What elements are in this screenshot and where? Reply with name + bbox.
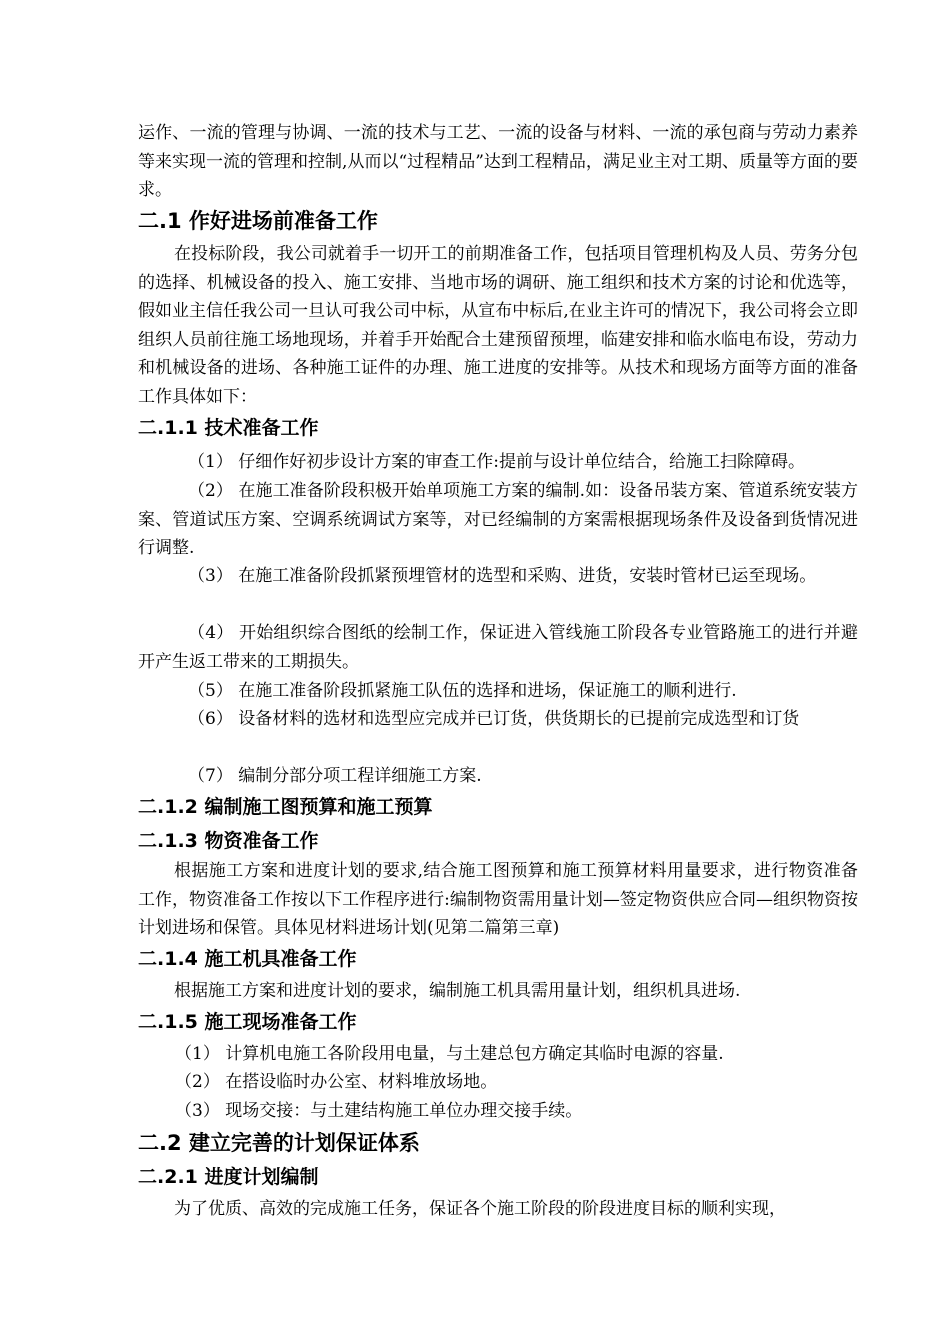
site-item-2: （2） 在搭设临时办公室、材料堆放场地。 <box>175 1072 498 1092</box>
heading-2-1-5: 二.1.5 施工现场准备工作 <box>138 1011 357 1033</box>
tech-item-2: （2） 在施工准备阶段积极开始单项施工方案的编制.如：设备吊装方案、管道系统安装方案、管道试压方案、空调系统调试方案等，对已经编制的方案需根据现场条件及设备到货情况进行调整. <box>138 481 858 558</box>
paragraph-2-1: 在投标阶段，我公司就着手一切开工的前期准备工作，包括项目管理机构及人员、劳务分包的选择、机械设备的投入、施工安排、当地市场的调研、施工组织和技术方案的讨论和优选等，假如业主信任我公司一旦认可我公司中标，从宣布中标后,在业主许可的情况下，我公司将会立即组织人员前往施工场地现场，并着手开始配合土建预留预埋，临建安排和临水临电布设，劳动力和机械设备的进场、各种施工证件的办理、施工进度的安排等。从技术和现场方面等方面的准备工作具体如下： <box>138 244 858 407</box>
paragraph-2-1-3: 根据施工方案和进度计划的要求,结合施工图预算和施工预算材料用量要求，进行物资准备工作，物资准备工作按以下工作程序进行:编制物资需用量计划—签定物资供应合同—组织物资按计划进场和保管。具体见材料进场计划(见第二篇第三章) <box>138 861 858 938</box>
heading-2-1-3: 二.1.3 物资准备工作 <box>138 830 319 852</box>
site-item-1: （1） 计算机电施工各阶段用电量，与土建总包方确定其临时电源的容量. <box>175 1044 724 1064</box>
heading-2-2: 二.2 建立完善的计划保证体系 <box>138 1131 420 1155</box>
tech-item-4: （4） 开始组织综合图纸的绘制工作，保证进入管线施工阶段各专业管路施工的进行并避开产生返工带来的工期损失。 <box>138 623 858 672</box>
heading-2-1-4: 二.1.4 施工机具准备工作 <box>138 948 357 970</box>
site-item-3: （3） 现场交接：与土建结构施工单位办理交接手续。 <box>175 1101 583 1121</box>
tech-item-1: （1） 仔细作好初步设计方案的审查工作:提前与设计单位结合，给施工扫除障碍。 <box>188 452 805 472</box>
heading-2-2-1: 二.2.1 进度计划编制 <box>138 1166 319 1188</box>
heading-2-1-1: 二.1.1 技术准备工作 <box>138 417 319 439</box>
heading-2-1-2: 二.1.2 编制施工图预算和施工预算 <box>138 796 433 818</box>
tech-item-3: （3） 在施工准备阶段抓紧预埋管材的选型和采购、进货，安装时管材已运至现场。 <box>188 566 817 586</box>
intro-paragraph: 运作、一流的管理与协调、一流的技术与工艺、一流的设备与材料、一流的承包商与劳动力素养等来实现一流的管理和控制,从而以“过程精品”达到工程精品，满足业主对工期、质量等方面的要求。 <box>138 123 858 200</box>
tech-item-7: （7） 编制分部分项工程详细施工方案. <box>188 766 482 786</box>
paragraph-2-2-1: 为了优质、高效的完成施工任务，保证各个施工阶段的阶段进度目标的顺利实现， <box>174 1199 786 1219</box>
tech-item-5: （5） 在施工准备阶段抓紧施工队伍的选择和进场，保证施工的顺利进行. <box>188 681 737 701</box>
paragraph-2-1-4: 根据施工方案和进度计划的要求，编制施工机具需用量计划，组织机具进场. <box>174 981 741 1001</box>
tech-item-6: （6） 设备材料的选材和选型应完成并已订货，供货期长的已提前完成选型和订货 <box>188 709 800 729</box>
heading-2-1: 二.1 作好进场前准备工作 <box>138 209 378 233</box>
